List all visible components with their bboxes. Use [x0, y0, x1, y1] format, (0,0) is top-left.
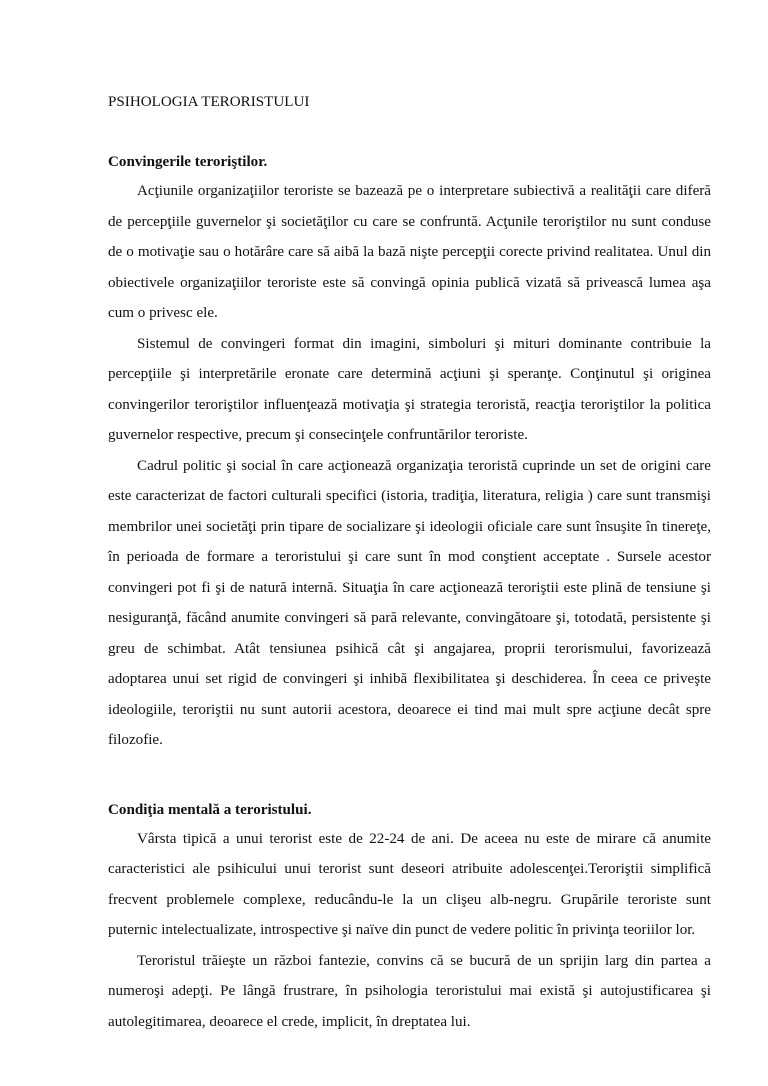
section-conditia-mentala	[108, 800, 711, 1038]
paragraph: Vârsta tipică a unui terorist este de 22-24 de ani. De aceea nu este de mirare că anumite caracteristici ale psihicului unui terorist sunt deseori atribuite adolescenţei.Teroriştii simplifică frecvent problemele complexe, reducându-le la un clişeu alb-negru. Grupările teroriste sunt puternic intelectualizate, introspective şi naïve din punct de vedere politic în privinţa teoriilor lor.	[108, 830, 711, 938]
paragraph: Acţiunile organizaţiilor teroriste se bazează pe o interpretare subiectivă a realităţii care diferă de percepţiile guvernelor şi societăţilor cu care se confruntă. Acţunile teroriştilor nu sunt conduse de o motivaţie sau o hotărâre care să aibă la bază nişte percepţii corecte privind realitatea. Unul din obiectivele organizaţiilor teroriste este să convingă opinia publică vizată să privească lumea aşa cum o privesc ele.	[108, 183, 711, 321]
section-convingerile-teroristilor	[108, 152, 711, 756]
paragraph: Sistemul de convingeri format din imagini, simboluri şi mituri dominante contribuie la percepţiile şi interpretările eronate care determină acţiuni şi speranţe. Conţinutul şi originea convingerilor teroriştilor influenţează motivaţia şi strategia teroristă, reacţia teroriştilor la politica guvernelor respective, precum şi consecinţele confruntărilor teroriste.	[108, 335, 711, 443]
section-heading: Convingerile teroriştilor.	[108, 154, 268, 170]
document-title: PSIHOLOGIA TERORISTULUI	[108, 94, 310, 110]
paragraph: Cadrul politic şi social în care acţionează organizaţia teroristă cuprinde un set de origini care este caracterizat de factori culturali specifici (istoria, tradiţia, literatura, religia ) care sunt transmişi membrilor unei societăţi prin tipare de socializare şi ideologii oficiale care sunt însuşite în tinereţe, în perioada de formare a teroristului şi care sunt în mod conştient acceptate . Sursele acestor convingeri pot fi şi de natură internă. Situaţia în care acţionează teroriştii este plină de tensiune şi nesiguranţă, făcând anumite convingeri să pară relevante, convingătoare şi, totodată, persistente şi greu de schimbat. Atât tensiunea psihică cât şi angajarea, proprii terorismului, favorizează adoptarea unui set rigid de convingeri şi inhibă flexibilitatea şi deschiderea. În ceea ce priveşte ideologiile, teroriştii nu sunt autorii acestora, deoarece ei tind mai mult spre acţiune decât spre filozofie.	[108, 457, 711, 748]
section-heading: Condiţia mentală a teroristului.	[108, 801, 312, 818]
document-body	[108, 92, 711, 1037]
paragraph: Teroristul trăieşte un război fantezie, convins că se bucură de un sprijin larg din partea a numeroşi adepţi. Pe lângă frustrare, în psihologia teroristului mai există şi autojustificarea şi autolegitimarea, deoarece el crede, implicit, în dreptatea lui.	[108, 952, 711, 1030]
